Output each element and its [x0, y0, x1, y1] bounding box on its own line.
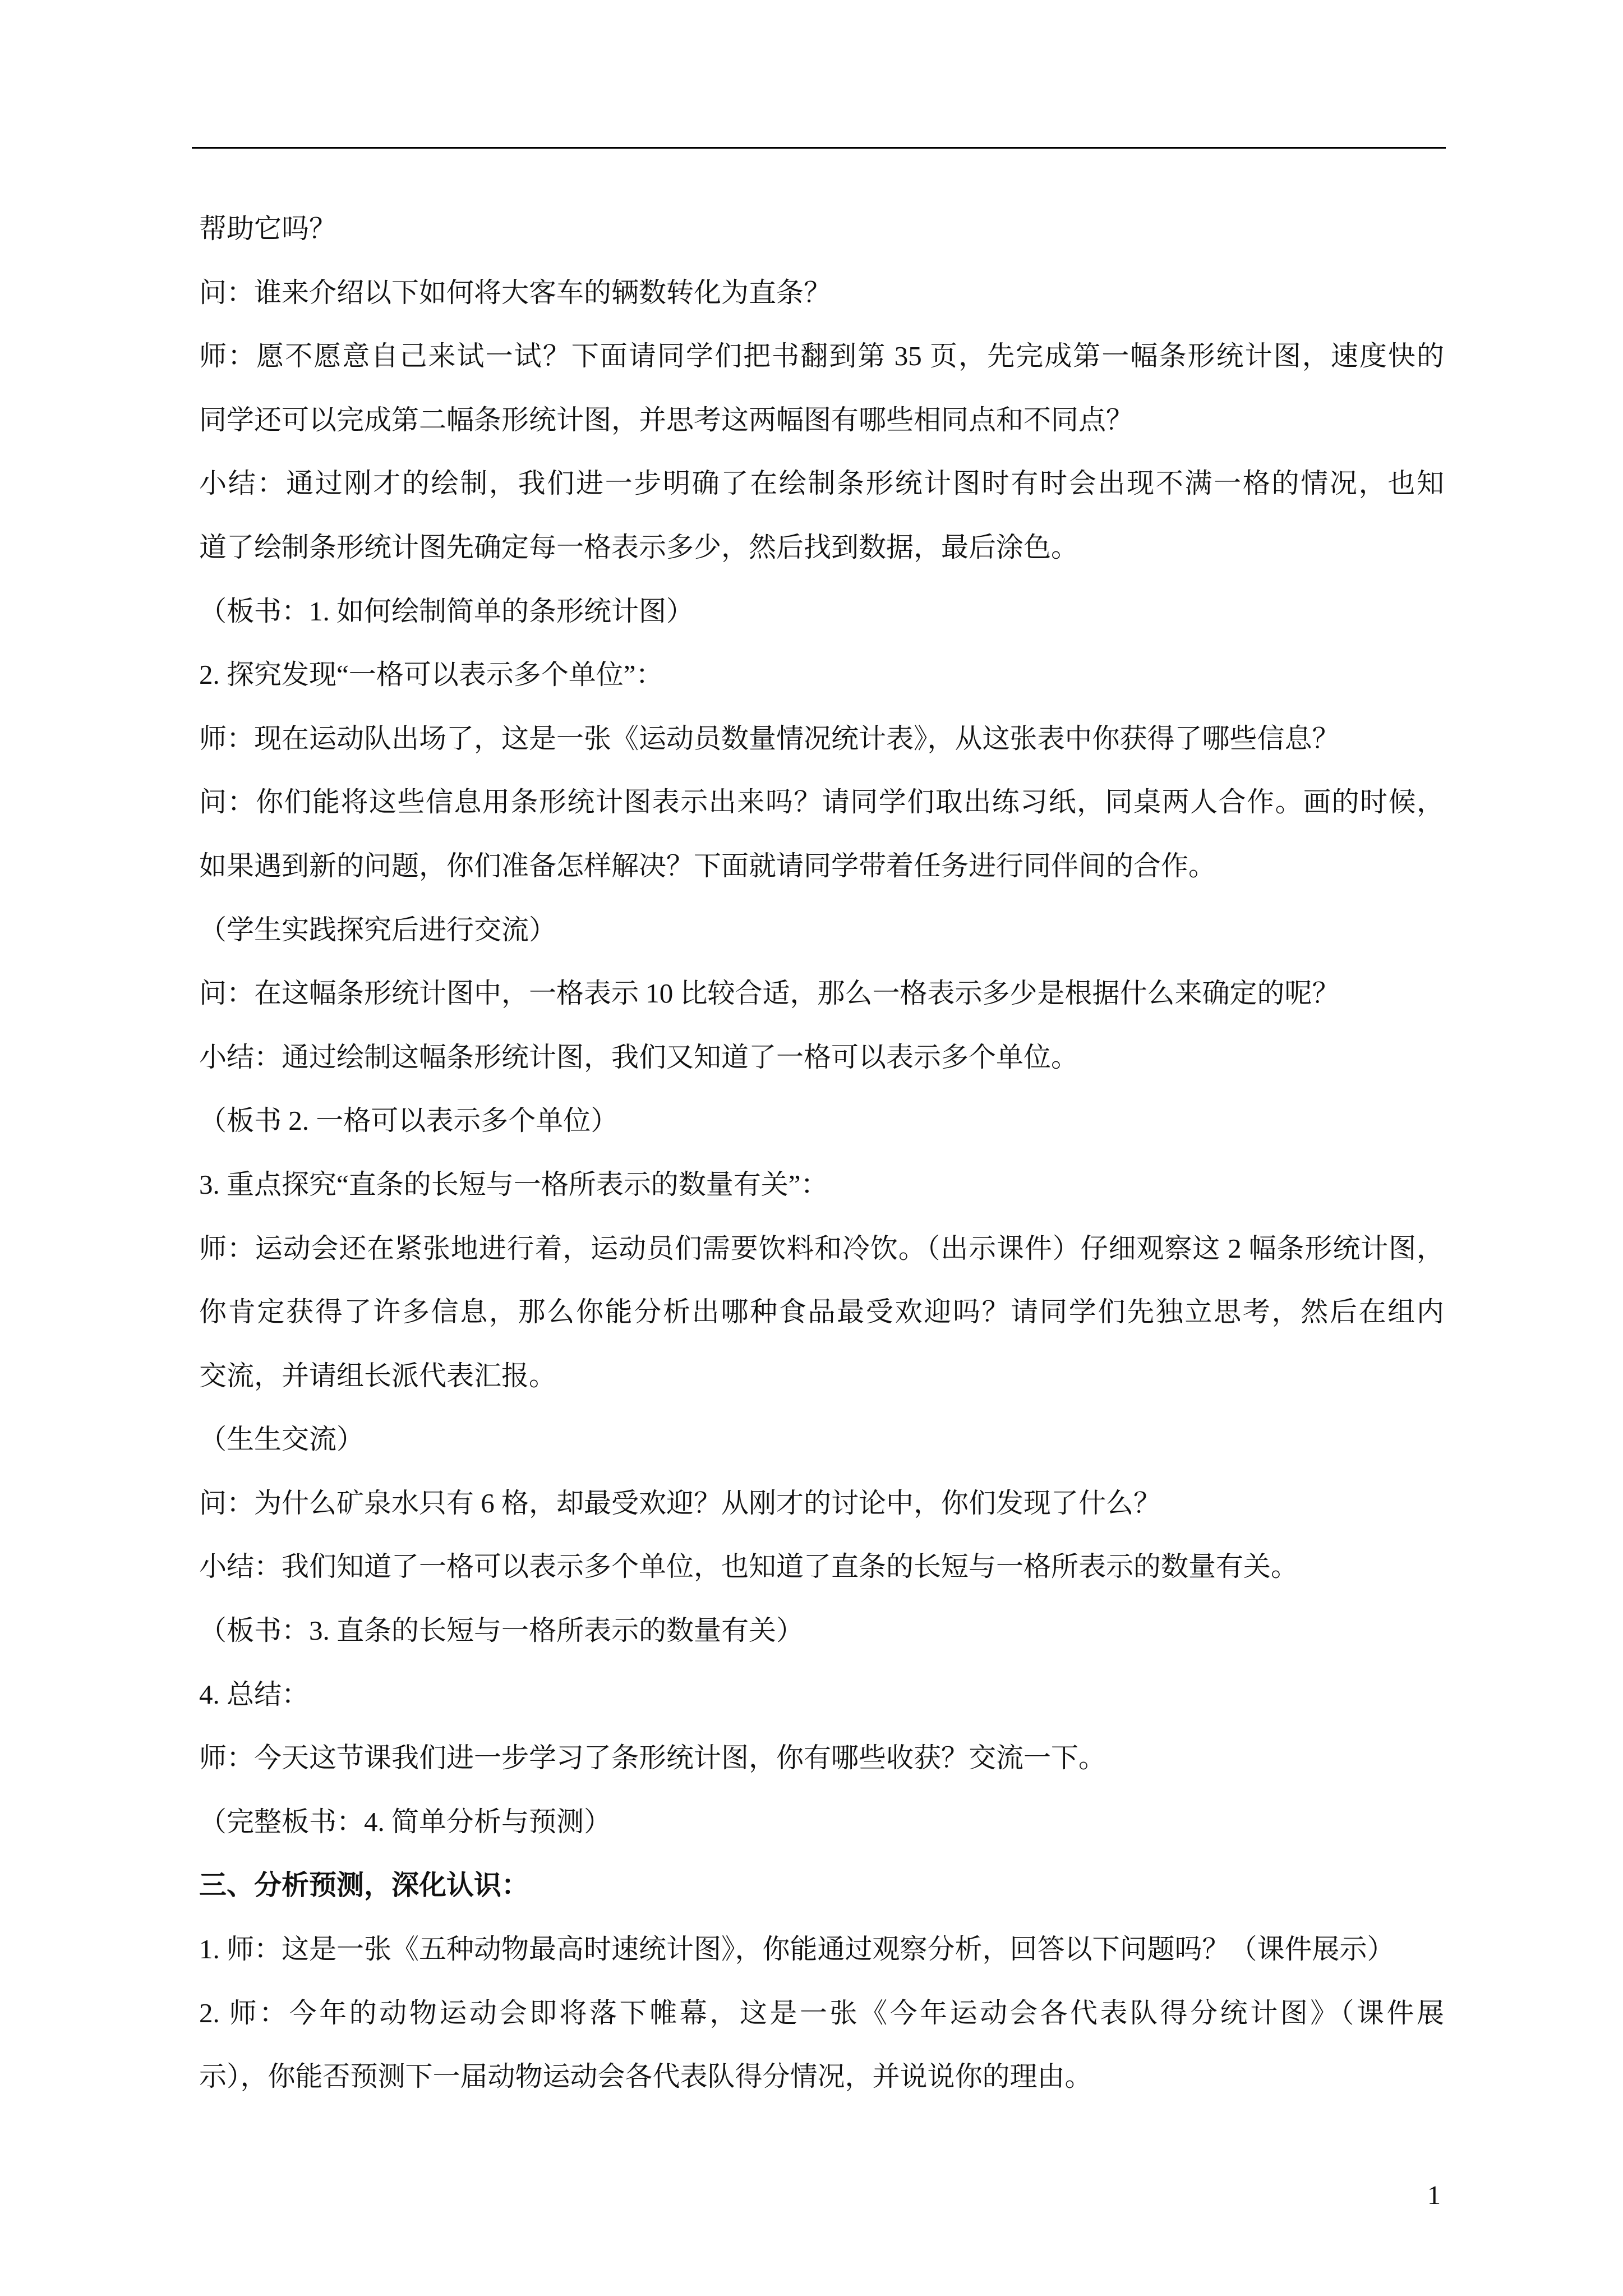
text-line: （板书 2. 一格可以表示多个单位） — [199, 1105, 619, 1137]
paragraph — [199, 1981, 1444, 2109]
text-line: 2. 探究发现“一格可以表示多个单位”： — [199, 659, 663, 691]
text-line: 小结：通过刚才的绘制，我们进一步明确了在绘制条形统计图时有时会出现不满一格的情况，也知 — [199, 468, 1444, 499]
text-line: 3. 重点探究“直条的长短与一格所表示的数量有关”： — [199, 1168, 828, 1200]
paragraph — [199, 1726, 1444, 1790]
paragraph — [199, 1153, 1444, 1217]
text-line: （板书：1. 如何绘制简单的条形统计图） — [199, 595, 694, 627]
paragraph — [199, 324, 1444, 452]
text-line: （生生交流） — [199, 1424, 365, 1455]
paragraph — [199, 1790, 1444, 1854]
text-line: 小结：我们知道了一格可以表示多个单位，也知道了直条的长短与一格所表示的数量有关。 — [199, 1551, 1299, 1582]
paragraph — [199, 770, 1444, 898]
text-line: 2. 师：今年的动物运动会即将落下帷幕，这是一张《今年运动会各代表队得分统计图》（课件展 — [199, 1997, 1444, 2028]
paragraph — [199, 898, 1444, 962]
paragraph — [199, 1025, 1444, 1089]
text-line: 问：在这幅条形统计图中，一格表示 10 比较合适，那么一格表示多少是根据什么来确定的呢？ — [199, 978, 1340, 1009]
paragraph — [199, 961, 1444, 1025]
text-line: 帮助它吗？ — [199, 213, 337, 244]
text-line: 问：你们能将这些信息用条形统计图表示出来吗？请同学们取出练习纸，同桌两人合作。画的时候， — [199, 786, 1444, 818]
paragraph — [199, 1407, 1444, 1471]
section-heading-text: 三、分析预测，深化认识： — [199, 1870, 529, 1901]
text-line: 小结：通过绘制这幅条形统计图，我们又知道了一格可以表示多个单位。 — [199, 1041, 1079, 1073]
paragraph — [199, 1535, 1444, 1599]
paragraph — [199, 1599, 1444, 1663]
paragraph — [199, 197, 1444, 261]
text-line: 师：愿不愿意自己来试一试？下面请同学们把书翻到第 35 页，先完成第一幅条形统计图，速度快的 — [199, 341, 1444, 372]
text-line: 1. 师：这是一张《五种动物最高时速统计图》，你能通过观察分析，回答以下问题吗？（课件展示） — [199, 1934, 1395, 1965]
paragraph — [199, 1917, 1444, 1981]
text-line: 问：为什么矿泉水只有 6 格，却最受欢迎？从刚才的讨论中，你们发现了什么？ — [199, 1487, 1161, 1519]
paragraph — [199, 1089, 1444, 1153]
paragraph — [199, 452, 1444, 579]
text-line: 示），你能否预测下一届动物运动会各代表队得分情况，并说说你的理由。 — [199, 2061, 1092, 2092]
paragraph — [199, 579, 1444, 643]
text-line: （完整板书：4. 简单分析与预测） — [199, 1806, 612, 1837]
paragraph — [199, 707, 1444, 771]
header-rule — [192, 147, 1446, 149]
paragraph — [199, 1217, 1444, 1408]
text-line: 问：谁来介绍以下如何将大客车的辆数转化为直条？ — [199, 277, 832, 308]
section-heading — [199, 1853, 1444, 1917]
text-line: 你肯定获得了许多信息，那么你能分析出哪种食品最受欢迎吗？请同学们先独立思考，然后在组内 — [199, 1296, 1444, 1328]
paragraph — [199, 261, 1444, 325]
paragraph — [199, 1663, 1444, 1727]
text-line: 师：今天这节课我们进一步学习了条形统计图，你有哪些收获？交流一下。 — [199, 1742, 1106, 1774]
text-line: 师：运动会还在紧张地进行着，运动员们需要饮料和冷饮。（出示课件）仔细观察这 2 幅条形统计图， — [199, 1232, 1444, 1264]
text-line: 如果遇到新的问题，你们准备怎样解决？下面就请同学带着任务进行同伴间的合作。 — [199, 850, 1216, 881]
text-line: 交流，并请组长派代表汇报。 — [199, 1360, 557, 1391]
text-line: 4. 总结： — [199, 1678, 310, 1710]
paragraph — [199, 643, 1444, 707]
paragraph — [199, 1471, 1444, 1535]
document-body — [199, 197, 1444, 2109]
text-line: 师：现在运动队出场了，这是一张《运动员数量情况统计表》，从这张表中你获得了哪些信息？ — [199, 723, 1340, 754]
page-number: 1 — [1427, 2180, 1441, 2210]
text-line: （学生实践探究后进行交流） — [199, 914, 557, 945]
text-line: 同学还可以完成第二幅条形统计图，并思考这两幅图有哪些相同点和不同点？ — [199, 404, 1134, 435]
text-line: 道了绘制条形统计图先确定每一格表示多少，然后找到数据，最后涂色。 — [199, 531, 1079, 563]
text-line: （板书：3. 直条的长短与一格所表示的数量有关） — [199, 1615, 804, 1646]
